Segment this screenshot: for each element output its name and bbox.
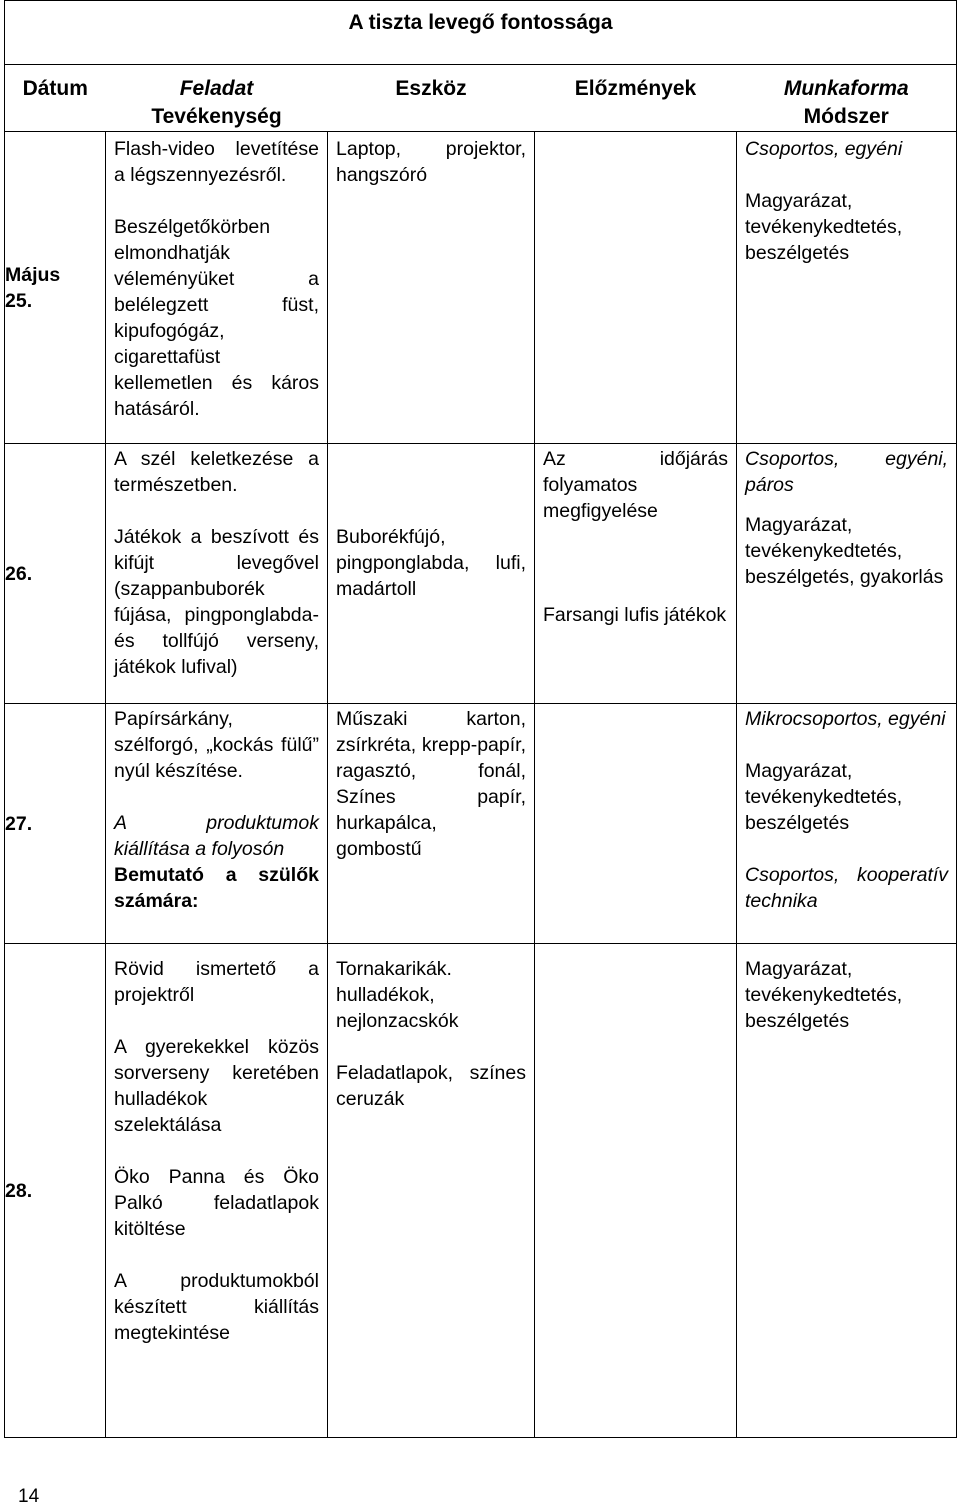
munkaforma-cell: Mikrocsoportos, egyéni Magyarázat, tevékenykedtetés, beszélgetés Csoportos, kooperatív technika: [737, 704, 957, 944]
header-eszkoz: Eszköz: [328, 65, 535, 132]
title-cell: [5, 1, 957, 65]
feladat-cell: Rövid ismertető a projektről A gyerekekkel közös sorverseny keretében hulladékok szelektálása Öko Panna és Öko Palkó feladatlapok kitöltése A produktumokból készített kiállítás megtekintése: [106, 944, 328, 1438]
munkaforma-cell: Csoportos, egyéni Magyarázat, tevékenykedtetés, beszélgetés: [737, 132, 957, 444]
header-datum: Dátum: [5, 65, 106, 132]
table-row: [5, 704, 957, 944]
eszkoz-cell: Buborékfújó, pingponglabda, lufi, madártoll: [328, 444, 535, 704]
header-elozmenyek: Előzmények: [535, 65, 737, 132]
header-feladat: Feladat Tevékenység: [106, 65, 328, 132]
date-cell: Május 25.: [5, 132, 106, 444]
elozmenyek-cell: [535, 944, 737, 1438]
elozmenyek-cell: [535, 704, 737, 944]
header-munkaforma: Munkaforma Módszer: [737, 65, 957, 132]
lesson-plan-table: [4, 0, 957, 1438]
feladat-cell: Papírsárkány, szélforgó, „kockás fülű” nyúl készítése. A produktumok kiállítása a folyosón Bemutató a szülők számára:: [106, 704, 328, 944]
table-row: [5, 132, 957, 444]
elozmenyek-cell: Az időjárás folyamatos megfigyelése Farsangi lufis játékok: [535, 444, 737, 704]
page-number: 14: [18, 1486, 40, 1507]
munkaforma-cell: Magyarázat, tevékenykedtetés, beszélgetés: [737, 944, 957, 1438]
eszkoz-cell: Műszaki karton, zsírkréta, krepp-papír, ragasztó, fonál, Színes papír, hurkapálca, gombostű: [328, 704, 535, 944]
feladat-cell: A szél keletkezése a természetben. Játékok a beszívott és kifújt levegővel (szappanbuborék fújása, pingponglabda- és tollfújó verseny, játékok lufival): [106, 444, 328, 704]
eszkoz-cell: Tornakarikák. hulladékok, nejlonzacskók Feladatlapok, színes ceruzák: [328, 944, 535, 1438]
date-cell: 27.: [5, 704, 106, 944]
elozmenyek-cell: [535, 132, 737, 444]
date-cell: 28.: [5, 944, 106, 1438]
date-cell: 26.: [5, 444, 106, 704]
table-row: [5, 444, 957, 704]
munkaforma-cell: Csoportos, egyéni, páros Magyarázat, tevékenykedtetés, beszélgetés, gyakorlás: [737, 444, 957, 704]
table-row: [5, 944, 957, 1438]
eszkoz-cell: Laptop, projektor, hangszóró: [328, 132, 535, 444]
page-title: A tiszta levegő fontossága: [348, 11, 613, 34]
feladat-cell: Flash-video levetítése a légszennyezésről. Beszélgetőkörben elmondhatják véleményüket a belélegzett füst, kipufogógáz, cigarettafüst kellemetlen és káros hatásáról.: [106, 132, 328, 444]
